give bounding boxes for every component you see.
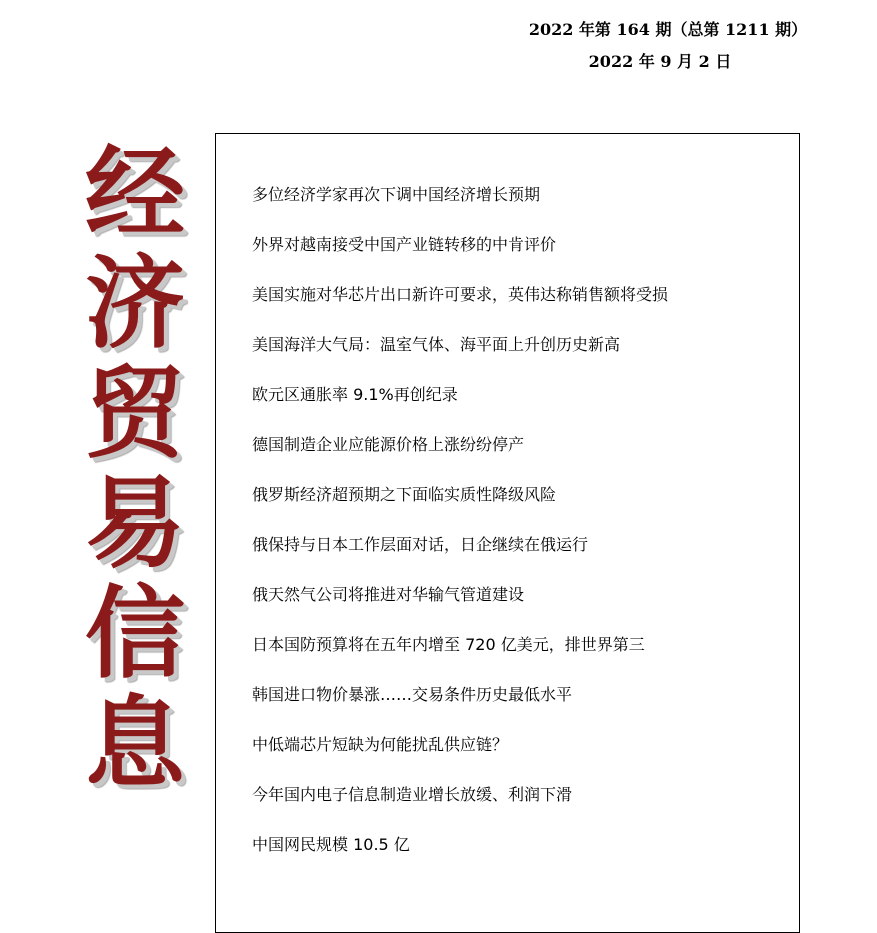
headline-item[interactable]: 俄保持与日本工作层面对话，日企继续在俄运行: [252, 535, 589, 554]
headline-item[interactable]: 外界对越南接受中国产业链转移的中肯评价: [252, 235, 557, 254]
masthead-char: 济: [85, 244, 185, 362]
headline-item[interactable]: 中低端芯片短缺为何能扰乱供应链？: [252, 735, 509, 754]
headline-item[interactable]: 俄罗斯经济超预期之下面临实质性降级风险: [252, 485, 557, 504]
headline-item[interactable]: 多位经济学家再次下调中国经济增长预期: [252, 185, 541, 204]
issue-number: 2022 年第 164 期（总第 1211 期）: [528, 20, 808, 39]
masthead-char: 贸: [85, 354, 185, 472]
headline-item[interactable]: 韩国进口物价暴涨……交易条件历史最低水平: [252, 685, 573, 704]
headline-item[interactable]: 欧元区通胀率 9.1%再创纪录: [252, 385, 458, 404]
headline-list: [252, 184, 668, 884]
headline-item[interactable]: 美国实施对华芯片出口新许可要求，英伟达称销售额将受损: [252, 285, 669, 304]
issue-date: 2022 年 9 月 2 日: [588, 52, 732, 71]
masthead-char: 易: [85, 464, 185, 582]
headline-item[interactable]: 中国网民规模 10.5 亿: [252, 835, 410, 854]
headline-item[interactable]: 日本国防预算将在五年内增至 720 亿美元，排世界第三: [252, 635, 645, 654]
headline-item[interactable]: 德国制造企业应能源价格上涨纷纷停产: [252, 435, 525, 454]
table-of-contents-box: [215, 133, 800, 933]
headline-item[interactable]: 美国海洋大气局：温室气体、海平面上升创历史新高: [252, 335, 621, 354]
masthead-char: 息: [85, 684, 185, 802]
headline-item[interactable]: 今年国内电子信息制造业增长放缓、利润下滑: [252, 785, 573, 804]
headline-item[interactable]: 俄天然气公司将推进对华输气管道建设: [252, 585, 525, 604]
masthead-char: 经: [85, 134, 185, 252]
masthead-char: 信: [85, 574, 185, 692]
masthead-title: [70, 134, 200, 802]
